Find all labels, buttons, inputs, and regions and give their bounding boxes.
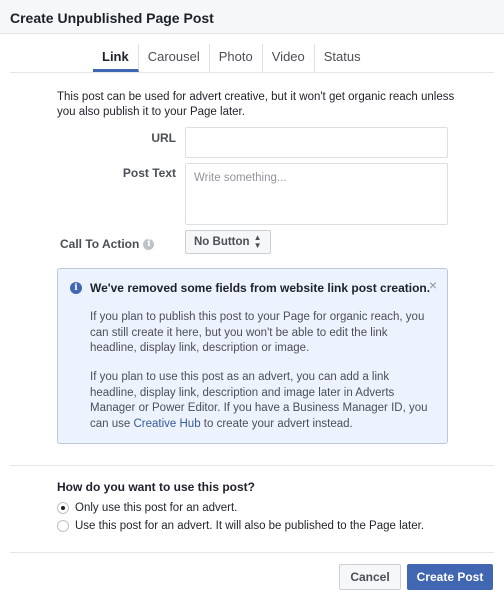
url-label: URL [151, 131, 176, 145]
advert-notice: This post can be used for advert creative, but it won't get organic reach unless you also publish it to your Page later. [57, 91, 455, 118]
call-to-action-text: Call To Action [60, 237, 140, 251]
usage-option-advert-and-page[interactable] [57, 520, 424, 532]
usage-option-label: Only use this post for an advert. [75, 502, 238, 514]
info-box-paragraph-1: If you plan to publish this post to your Page for organic reach, you can still create it here, but you won't be able to edit the link headline, display link, description or image. [90, 311, 425, 354]
post-text-label: Post Text [122, 166, 176, 180]
info-circle-icon: i [70, 282, 82, 294]
dialog-header [0, 0, 504, 34]
cancel-button[interactable]: Cancel [339, 564, 401, 590]
removed-fields-info-box [57, 268, 448, 444]
tab-link[interactable]: Link [93, 44, 139, 72]
call-to-action-select[interactable] [185, 230, 271, 254]
tab-photo[interactable]: Photo [210, 44, 263, 72]
tabs-divider [10, 72, 494, 73]
usage-option-advert-only[interactable] [57, 502, 237, 514]
footer-divider [10, 552, 494, 553]
select-arrows-icon: ▲ ▼ [253, 233, 262, 250]
dialog-title: Create Unpublished Page Post [10, 10, 214, 26]
tab-status[interactable]: Status [323, 49, 361, 64]
post-text-input[interactable] [185, 163, 448, 225]
post-type-tabs [93, 44, 370, 72]
radio-button-checked[interactable] [57, 502, 69, 514]
info-box-title: We've removed some fields from website link post creation. [90, 281, 431, 295]
info-box-title-row [70, 281, 430, 295]
tab-video[interactable]: Video [263, 44, 315, 72]
info-box-paragraph-2-text: If you plan to use this post as an advert, you can add a link headline, display link, description and image later in Adverts Manager or Power Editor. If you have a Business Manager ID, you can use [90, 371, 428, 430]
call-to-action-value: No Button [194, 236, 250, 248]
call-to-action-label [60, 237, 154, 251]
radio-button[interactable] [57, 520, 69, 532]
tab-carousel[interactable]: Carousel [139, 44, 210, 72]
close-icon[interactable]: × [428, 277, 437, 293]
creative-hub-link[interactable]: Creative Hub [133, 417, 201, 430]
url-input[interactable] [185, 127, 448, 158]
usage-option-label: Use this post for an advert. It will also be published to the Page later. [75, 520, 425, 532]
create-post-button[interactable]: Create Post [407, 564, 493, 590]
section-divider [10, 465, 494, 466]
info-box-paragraph-2-end: to create your advert instead. [200, 417, 353, 430]
usage-question: How do you want to use this post? [57, 480, 255, 494]
info-box-paragraph-2 [90, 370, 435, 432]
info-icon[interactable]: i [143, 239, 154, 250]
